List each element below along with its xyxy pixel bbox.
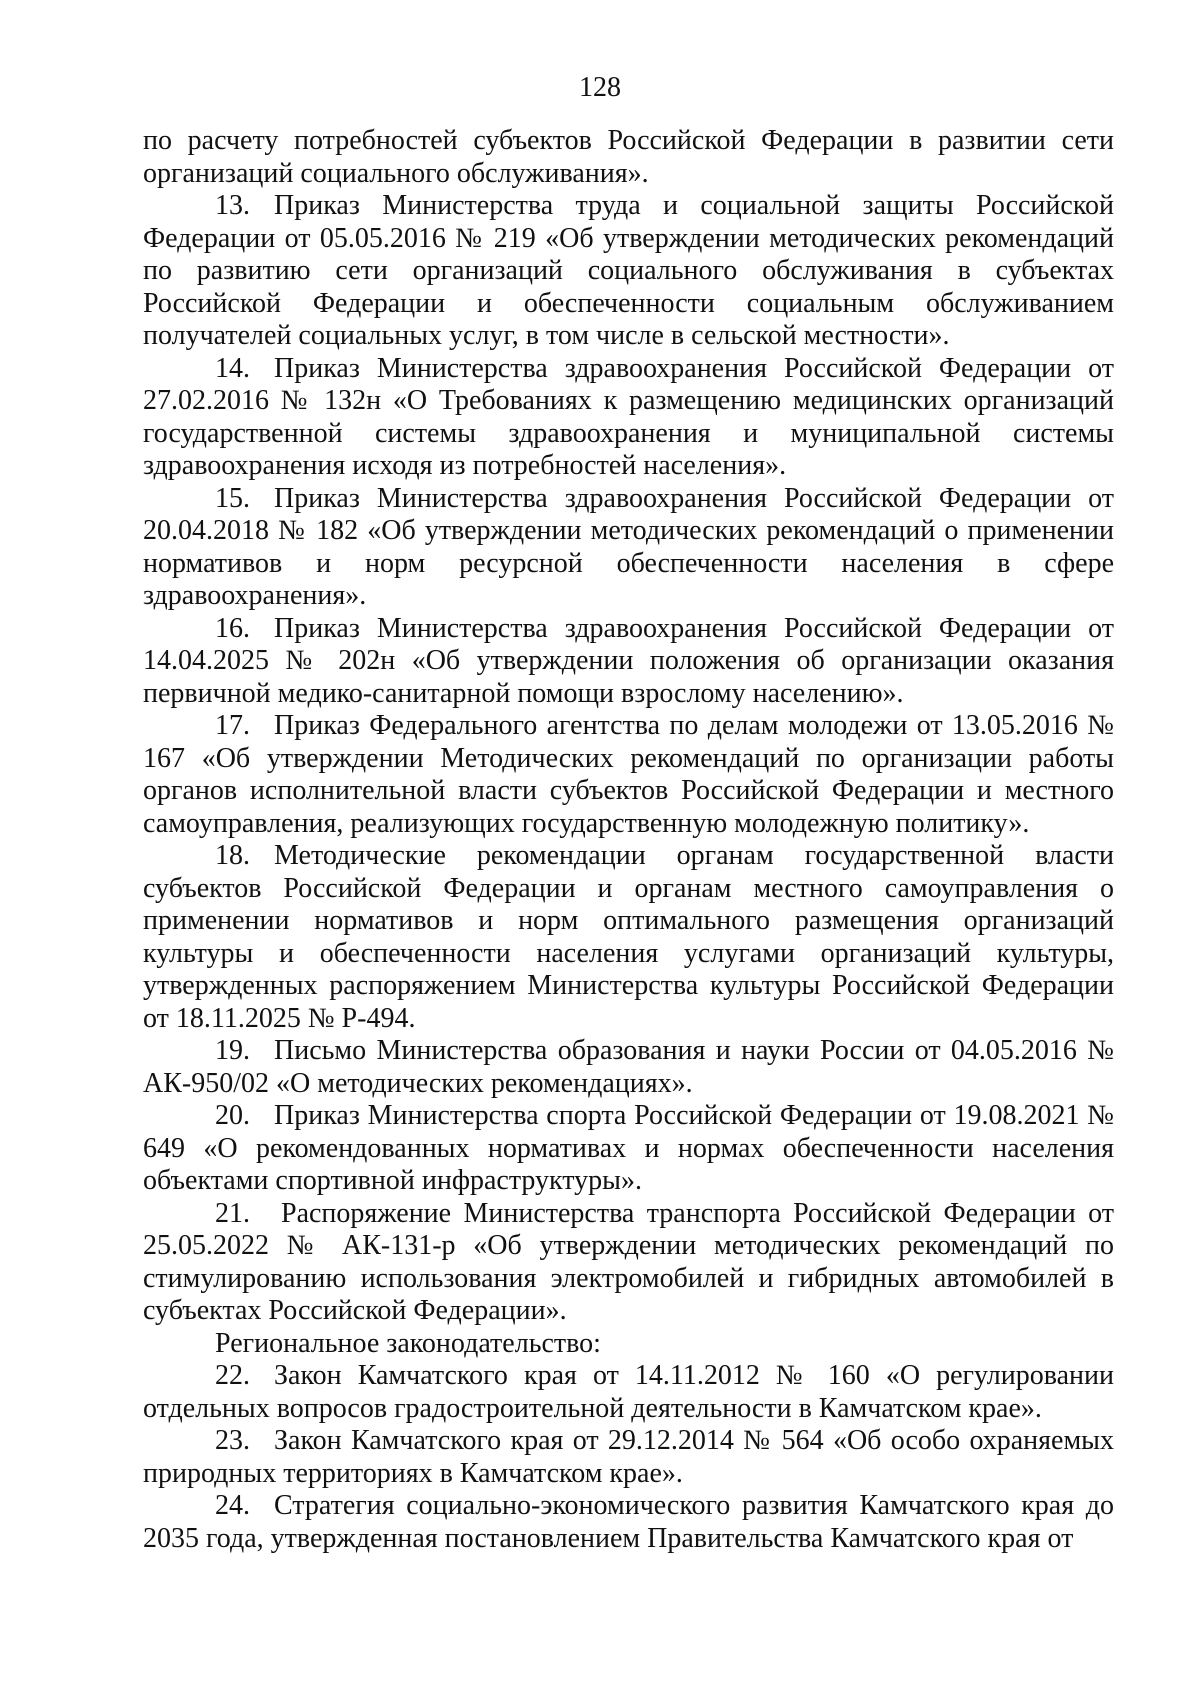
- list-item-15: [143, 483, 1114, 613]
- list-item-19: [143, 1035, 1114, 1100]
- paragraph-continuation: [143, 125, 1114, 190]
- list-item-22: [143, 1360, 1114, 1425]
- paragraph-text: по расчету потребностей субъектов Российской Федерации в развитии сети организаций социального обслуживания».: [143, 125, 1114, 189]
- list-item-18: [143, 840, 1114, 1035]
- list-item-text: Методические рекомендации органам государственной власти субъектов Российской Федерации и органам местного самоуправления о применении нормативов и норм оптимального размещения организаций культуры и обеспеченности населения услугами организаций культуры, утвержденных распоряжением Министерства культуры Российской Федерации от 18.11.2025 № Р-494.: [143, 840, 1114, 1034]
- list-item-text: Письмо Министерства образования и науки России от 04.05.2016 № АК-950/02 «О методических рекомендациях».: [143, 1035, 1114, 1099]
- list-item-21: [143, 1198, 1114, 1328]
- document-body: [143, 125, 1114, 1555]
- list-item-text: Приказ Федерального агентства по делам молодежи от 13.05.2016 № 167 «Об утверждении Методических рекомендаций по организации работы органов исполнительной власти субъектов Российской Федерации и местного самоуправления, реализующих государственную молодежную политику».: [143, 710, 1114, 839]
- list-item-text: Закон Камчатского края от 29.12.2014 № 564 «Об особо охраняемых природных территориях в Камчатском крае».: [143, 1425, 1114, 1489]
- list-item-23: [143, 1425, 1114, 1490]
- list-item-text: Приказ Министерства спорта Российской Федерации от 19.08.2021 № 649 «О рекомендованных нормативах и нормах обеспеченности населения объектами спортивной инфраструктуры».: [143, 1100, 1114, 1196]
- list-item-number: 22.: [215, 1360, 250, 1391]
- list-item-number: 19.: [215, 1035, 250, 1066]
- list-item-text: Распоряжение Министерства транспорта Российской Федерации от 25.05.2022 № АК-131-р «Об утверждении методических рекомендаций по стимулированию использования электромобилей и гибридных автомобилей в субъектах Российской Федерации».: [143, 1197, 1114, 1326]
- list-item-number: 21.: [215, 1197, 250, 1229]
- list-item-number: 15.: [215, 482, 250, 514]
- list-item-number: 14.: [215, 352, 250, 384]
- list-item-14: [143, 353, 1114, 483]
- list-item-text: Приказ Министерства здравоохранения Российской Федерации от 20.04.2018 № 182 «Об утверждении методических рекомендаций о применении нормативов и норм ресурсной обеспеченности населения в сфере здравоохранения».: [143, 482, 1114, 611]
- list-item-text: Приказ Министерства здравоохранения Российской Федерации от 14.04.2025 № 202н «Об утверждении положения об организации оказания первичной медико-санитарной помощи взрослому населению».: [143, 612, 1114, 709]
- page-number: 128: [579, 72, 621, 103]
- list-item-number: 20.: [215, 1100, 250, 1131]
- list-item-13: [143, 190, 1114, 353]
- list-item-number: 23.: [215, 1425, 250, 1456]
- list-item-17: [143, 710, 1114, 840]
- list-item-number: 13.: [215, 190, 250, 221]
- list-item-text: Приказ Министерства труда и социальной защиты Российской Федерации от 05.05.2016 № 219 «Об утверждении методических рекомендаций по развитию сети организаций социального обслуживания в субъектах Российской Федерации и обеспеченности социальным обслуживанием получателей социальных услуг, в том числе в сельской местности».: [143, 190, 1114, 351]
- section-heading-text: Региональное законодательство:: [215, 1327, 601, 1359]
- list-item-number: 18.: [215, 840, 250, 871]
- list-item-20: [143, 1100, 1114, 1198]
- list-item-24: [143, 1490, 1114, 1555]
- list-item-number: 24.: [215, 1490, 250, 1521]
- list-item-text: Приказ Министерства здравоохранения Российской Федерации от 27.02.2016 № 132н «О Требованиях к размещению медицинских организаций государственной системы здравоохранения и муниципальной системы здравоохранения исходя из потребностей населения».: [143, 352, 1114, 481]
- list-item-text: Стратегия социально-экономического развития Камчатского края до 2035 года, утвержденная постановлением Правительства Камчатского края от: [143, 1490, 1114, 1554]
- section-heading-regional: [143, 1328, 1114, 1361]
- list-item-number: 17.: [215, 710, 250, 741]
- list-item-16: [143, 613, 1114, 711]
- list-item-text: Закон Камчатского края от 14.11.2012 № 160 «О регулировании отдельных вопросов градостроительной деятельности в Камчатском крае».: [143, 1360, 1114, 1424]
- list-item-number: 16.: [215, 612, 250, 644]
